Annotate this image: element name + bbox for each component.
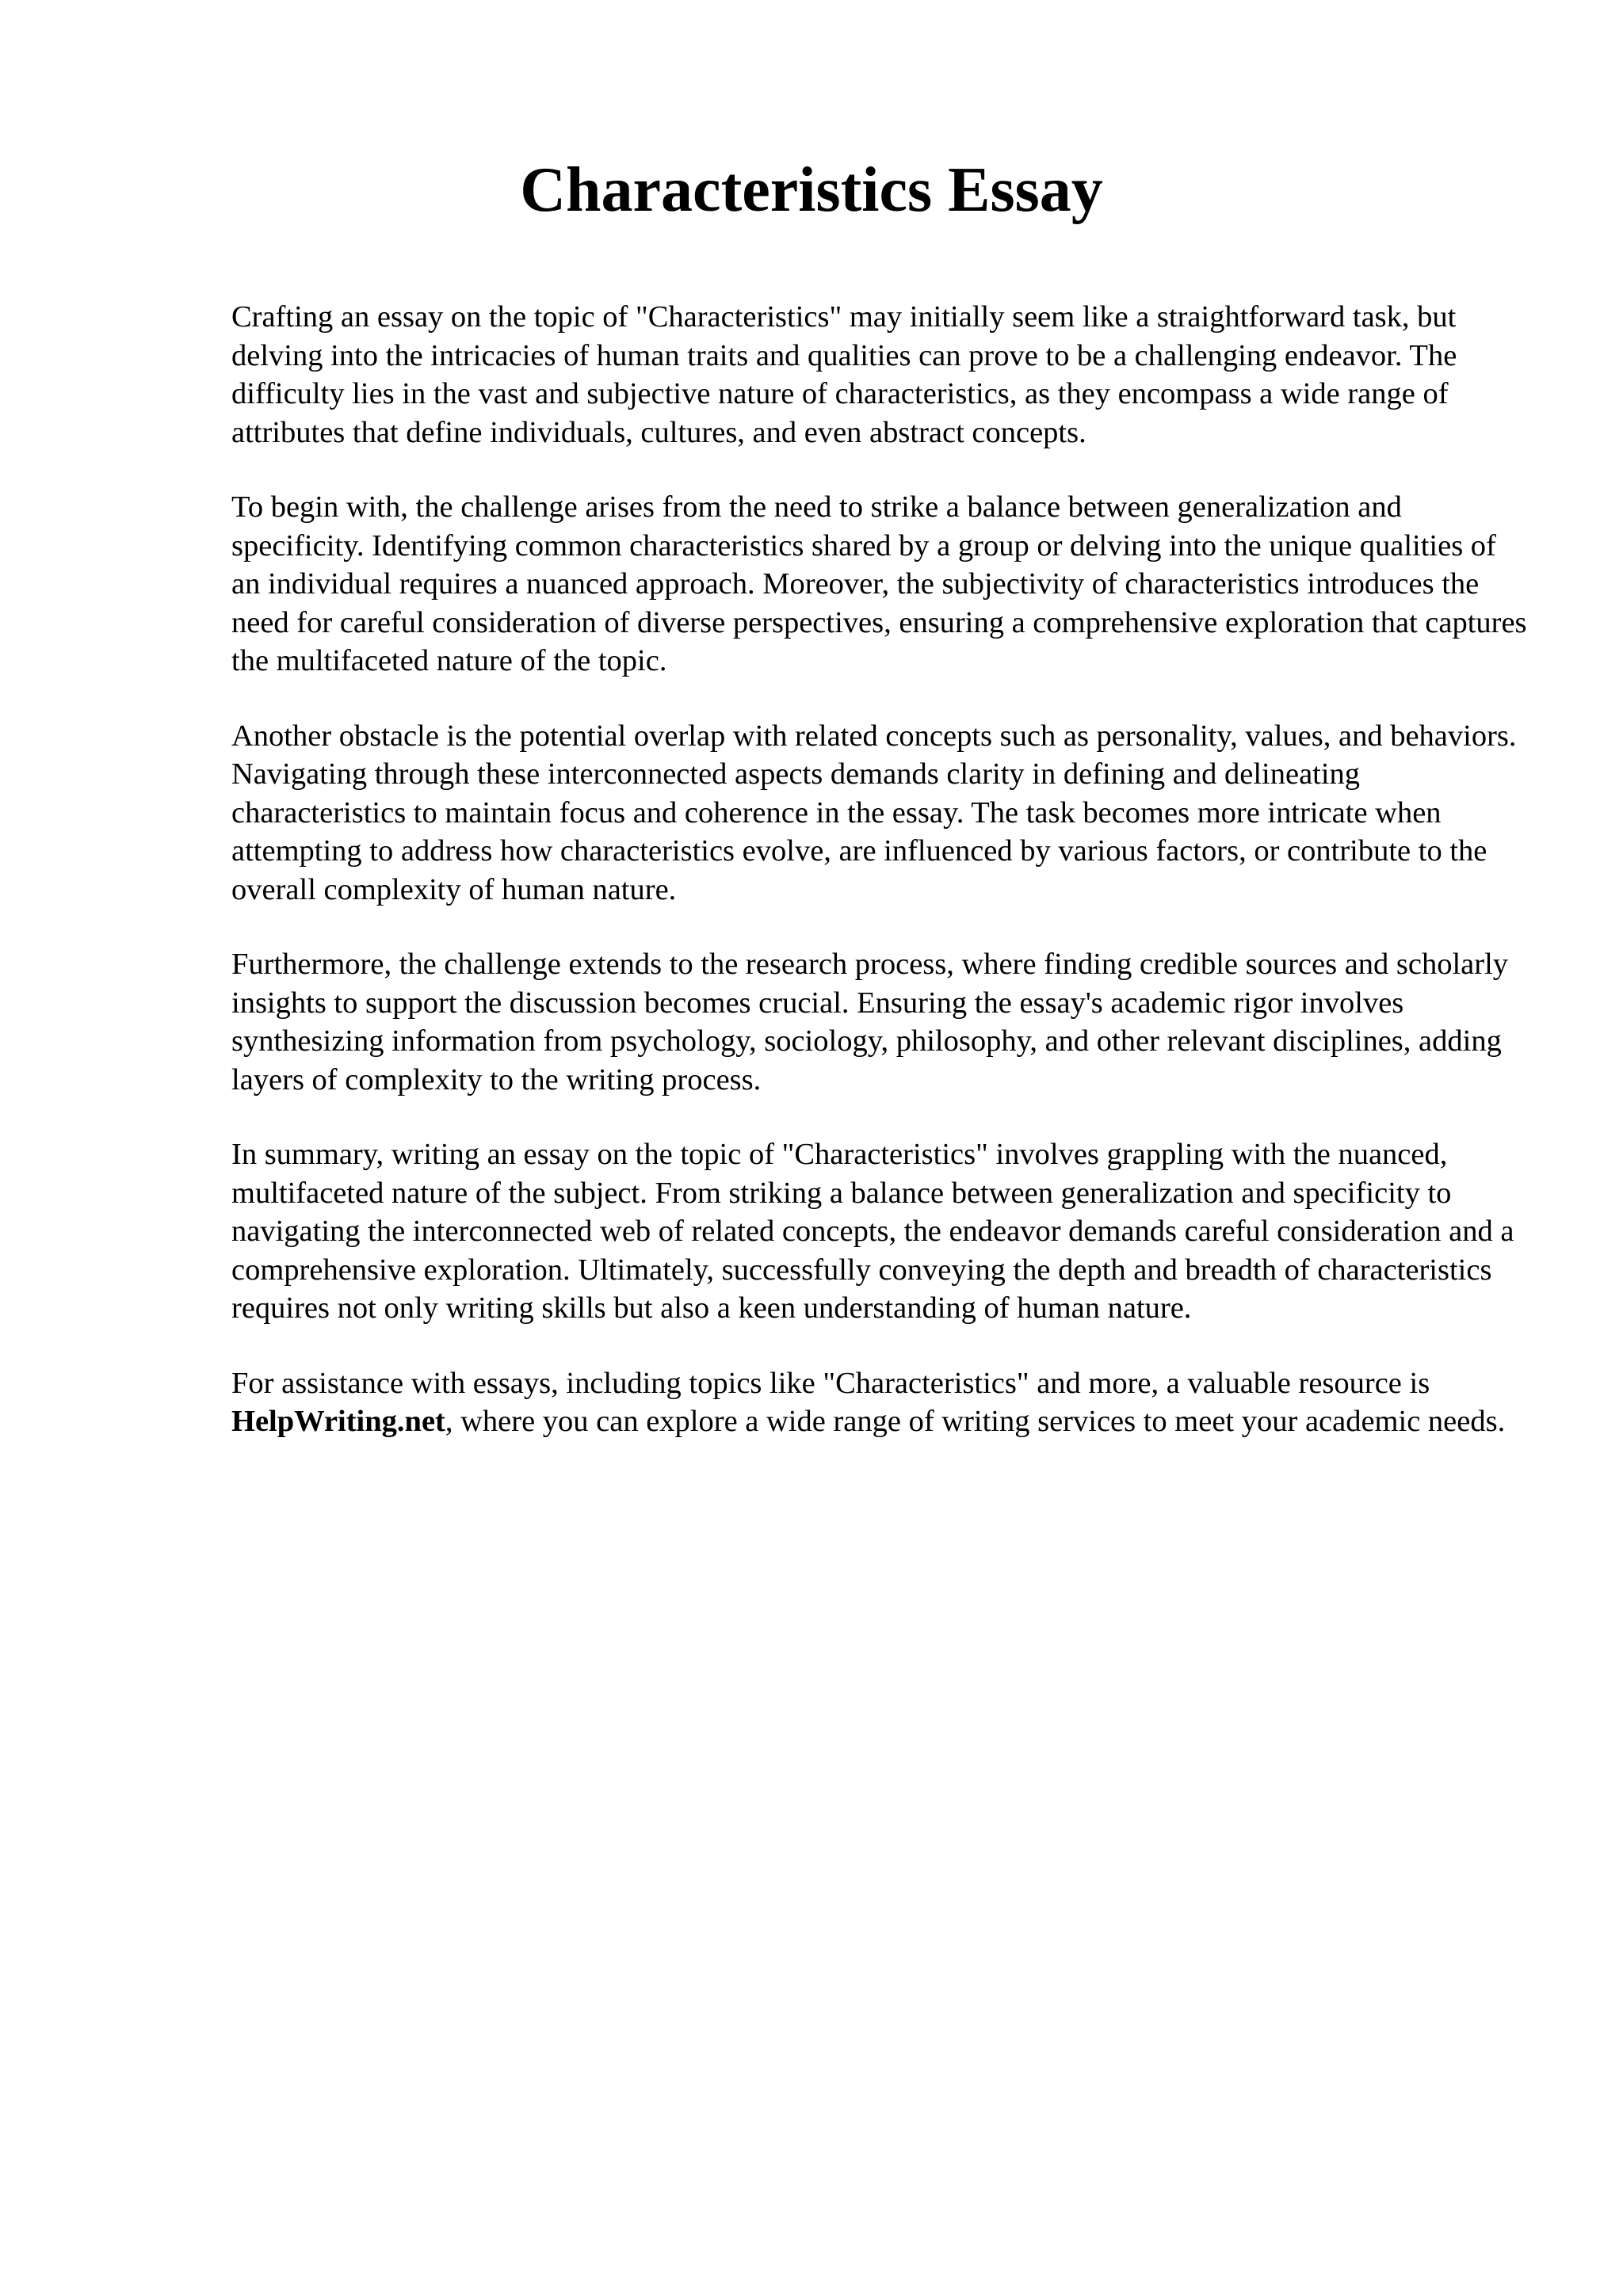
paragraph-2: To begin with, the challenge arises from the need to strike a balance between generalization and specificity. Identifying common characteristics shared by a group or delving into the unique qualities of an individual requires a nuanced approach. Moreover, the subjectivity of characteristics introduces the need for careful consideration of diverse perspectives, ensuring a comprehensive exploration that captures the multifaceted nature of the topic. (231, 490, 1527, 677)
brand-name: HelpWriting.net (231, 1405, 445, 1438)
paragraph-1: Crafting an essay on the topic of "Characteristics" may initially seem like a straightforward task, but delving into the intricacies of human traits and qualities can prove to be a challenging endeavor. The difficulty lies in the vast and subjective nature of characteristics, as they encompass a wide range of attributes that define individuals, cultures, and even abstract concepts. (231, 300, 1457, 449)
paragraph-5: In summary, writing an essay on the topic of "Characteristics" involves grappling with the nuanced, multifaceted nature of the subject. From striking a balance between generalization and specificity to navigating the interconnected web of related concepts, the endeavor demands careful consideration and a comprehensive exploration. Ultimately, successfully conveying the depth and breadth of characteristics requires not only writing skills but also a keen understanding of human nature. (231, 1138, 1514, 1325)
paragraph-3: Another obstacle is the potential overlap with related concepts such as personality, values, and behaviors. Navigating through these interconnected aspects demands clarity in defining and delineating characteristics to maintain focus and coherence in the essay. The task becomes more intricate when attempting to address how characteristics evolve, are influenced by various factors, or contribute to the overall complexity of human nature. (231, 719, 1517, 906)
closing-paragraph (231, 1364, 1531, 1441)
closing-text-after: , where you can explore a wide range of writing services to meet your academic needs. (445, 1405, 1506, 1438)
closing-text-before: For assistance with essays, including topics like "Characteristics" and more, a valuable resource is (231, 1366, 1430, 1400)
document-title: Characteristics Essay (520, 155, 1103, 225)
paragraph-4: Furthermore, the challenge extends to the research process, where finding credible sources and scholarly insights to support the discussion becomes crucial. Ensuring the essay's academic rigor involves synthesizing information from psychology, sociology, philosophy, and other relevant disciplines, adding layers of complexity to the writing process. (231, 948, 1509, 1097)
document-body (231, 298, 1531, 1478)
